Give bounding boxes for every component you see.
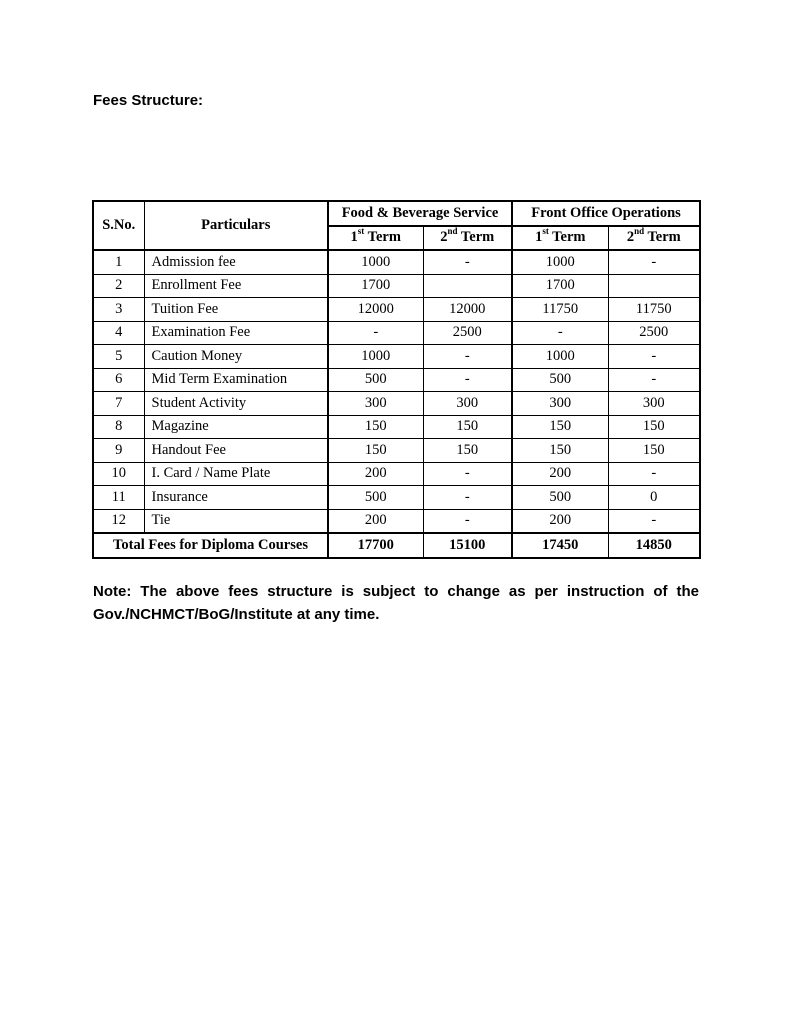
fees-note: Note: The above fees structure is subject to change as per instruction of the Gov./NCHMCT/BoG/Institute at any time. <box>93 583 699 623</box>
cell-sno: 7 <box>93 392 144 416</box>
cell-fb-term-2: 150 <box>423 439 512 463</box>
cell-fo-term-1: 150 <box>512 415 608 439</box>
table-row <box>93 439 700 463</box>
cell-fo-term-2: 150 <box>608 439 700 463</box>
cell-fb-term-1: 1000 <box>328 345 423 369</box>
total-label: Total Fees for Diploma Courses <box>93 533 328 558</box>
cell-fo-term-2: 2500 <box>608 321 700 345</box>
cell-fo-term-2: - <box>608 368 700 392</box>
table-row <box>93 368 700 392</box>
table-row <box>93 509 700 533</box>
total-row <box>93 533 700 558</box>
cell-fo-term-1: 150 <box>512 439 608 463</box>
cell-fb-term-1: 500 <box>328 486 423 510</box>
fees-table <box>92 200 701 559</box>
cell-fb-term-1: - <box>328 321 423 345</box>
cell-fb-term-2: - <box>423 250 512 274</box>
cell-fo-term-1: 1700 <box>512 274 608 298</box>
cell-fb-term-2: 12000 <box>423 298 512 322</box>
table-row <box>93 392 700 416</box>
table-row <box>93 462 700 486</box>
cell-fo-term-1: 200 <box>512 509 608 533</box>
cell-sno: 6 <box>93 368 144 392</box>
cell-fo-term-2: 300 <box>608 392 700 416</box>
cell-fo-term-2: 0 <box>608 486 700 510</box>
cell-fo-term-1: 11750 <box>512 298 608 322</box>
cell-fo-term-2: 150 <box>608 415 700 439</box>
cell-fb-term-1: 1000 <box>328 250 423 274</box>
col-header-fo-term-1: 1st Term <box>512 226 608 251</box>
cell-fb-term-2 <box>423 274 512 298</box>
fees-table-body <box>93 250 700 558</box>
cell-fo-term-1: 500 <box>512 368 608 392</box>
cell-sno: 5 <box>93 345 144 369</box>
cell-sno: 9 <box>93 439 144 463</box>
cell-fb-term-2: - <box>423 345 512 369</box>
cell-fo-term-1: 1000 <box>512 345 608 369</box>
table-row <box>93 486 700 510</box>
col-group-front-office: Front Office Operations <box>512 201 700 226</box>
cell-fo-term-1: 200 <box>512 462 608 486</box>
table-row <box>93 250 700 274</box>
cell-sno: 11 <box>93 486 144 510</box>
cell-fo-term-1: - <box>512 321 608 345</box>
cell-fo-term-1: 500 <box>512 486 608 510</box>
cell-fb-term-2: - <box>423 462 512 486</box>
table-row <box>93 274 700 298</box>
cell-particular: Examination Fee <box>144 321 328 345</box>
table-header-group-row <box>93 201 700 226</box>
total-fb-term-1: 17700 <box>328 533 423 558</box>
table-row <box>93 321 700 345</box>
cell-particular: Caution Money <box>144 345 328 369</box>
cell-fb-term-2: - <box>423 368 512 392</box>
cell-particular: Student Activity <box>144 392 328 416</box>
cell-fb-term-1: 200 <box>328 462 423 486</box>
cell-fb-term-1: 1700 <box>328 274 423 298</box>
cell-fb-term-1: 200 <box>328 509 423 533</box>
cell-sno: 8 <box>93 415 144 439</box>
cell-fb-term-1: 150 <box>328 439 423 463</box>
cell-fo-term-1: 300 <box>512 392 608 416</box>
cell-fo-term-2: - <box>608 250 700 274</box>
cell-sno: 10 <box>93 462 144 486</box>
cell-fo-term-2: - <box>608 345 700 369</box>
total-fo-term-1: 17450 <box>512 533 608 558</box>
total-fo-term-2: 14850 <box>608 533 700 558</box>
table-row <box>93 345 700 369</box>
cell-particular: Insurance <box>144 486 328 510</box>
cell-particular: Tuition Fee <box>144 298 328 322</box>
col-group-food-beverage: Food & Beverage Service <box>328 201 512 226</box>
cell-fo-term-2 <box>608 274 700 298</box>
cell-particular: I. Card / Name Plate <box>144 462 328 486</box>
total-fb-term-2: 15100 <box>423 533 512 558</box>
col-header-particulars: Particulars <box>144 201 328 250</box>
page-heading: Fees Structure: <box>93 92 204 109</box>
table-row <box>93 298 700 322</box>
cell-fb-term-2: 2500 <box>423 321 512 345</box>
cell-particular: Magazine <box>144 415 328 439</box>
cell-particular: Admission fee <box>144 250 328 274</box>
cell-particular: Handout Fee <box>144 439 328 463</box>
cell-particular: Enrollment Fee <box>144 274 328 298</box>
cell-fb-term-1: 500 <box>328 368 423 392</box>
cell-fo-term-2: 11750 <box>608 298 700 322</box>
cell-sno: 12 <box>93 509 144 533</box>
cell-sno: 2 <box>93 274 144 298</box>
cell-sno: 1 <box>93 250 144 274</box>
cell-fb-term-1: 300 <box>328 392 423 416</box>
cell-fb-term-1: 150 <box>328 415 423 439</box>
cell-fo-term-2: - <box>608 509 700 533</box>
cell-fo-term-2: - <box>608 462 700 486</box>
cell-fb-term-2: - <box>423 486 512 510</box>
cell-fb-term-1: 12000 <box>328 298 423 322</box>
col-header-fo-term-2: 2nd Term <box>608 226 700 251</box>
col-header-fb-term-2: 2nd Term <box>423 226 512 251</box>
col-header-fb-term-1: 1st Term <box>328 226 423 251</box>
cell-fb-term-2: 150 <box>423 415 512 439</box>
col-header-sno: S.No. <box>93 201 144 250</box>
cell-particular: Mid Term Examination <box>144 368 328 392</box>
cell-fb-term-2: 300 <box>423 392 512 416</box>
cell-particular: Tie <box>144 509 328 533</box>
cell-sno: 4 <box>93 321 144 345</box>
table-row <box>93 415 700 439</box>
cell-sno: 3 <box>93 298 144 322</box>
cell-fo-term-1: 1000 <box>512 250 608 274</box>
cell-fb-term-2: - <box>423 509 512 533</box>
